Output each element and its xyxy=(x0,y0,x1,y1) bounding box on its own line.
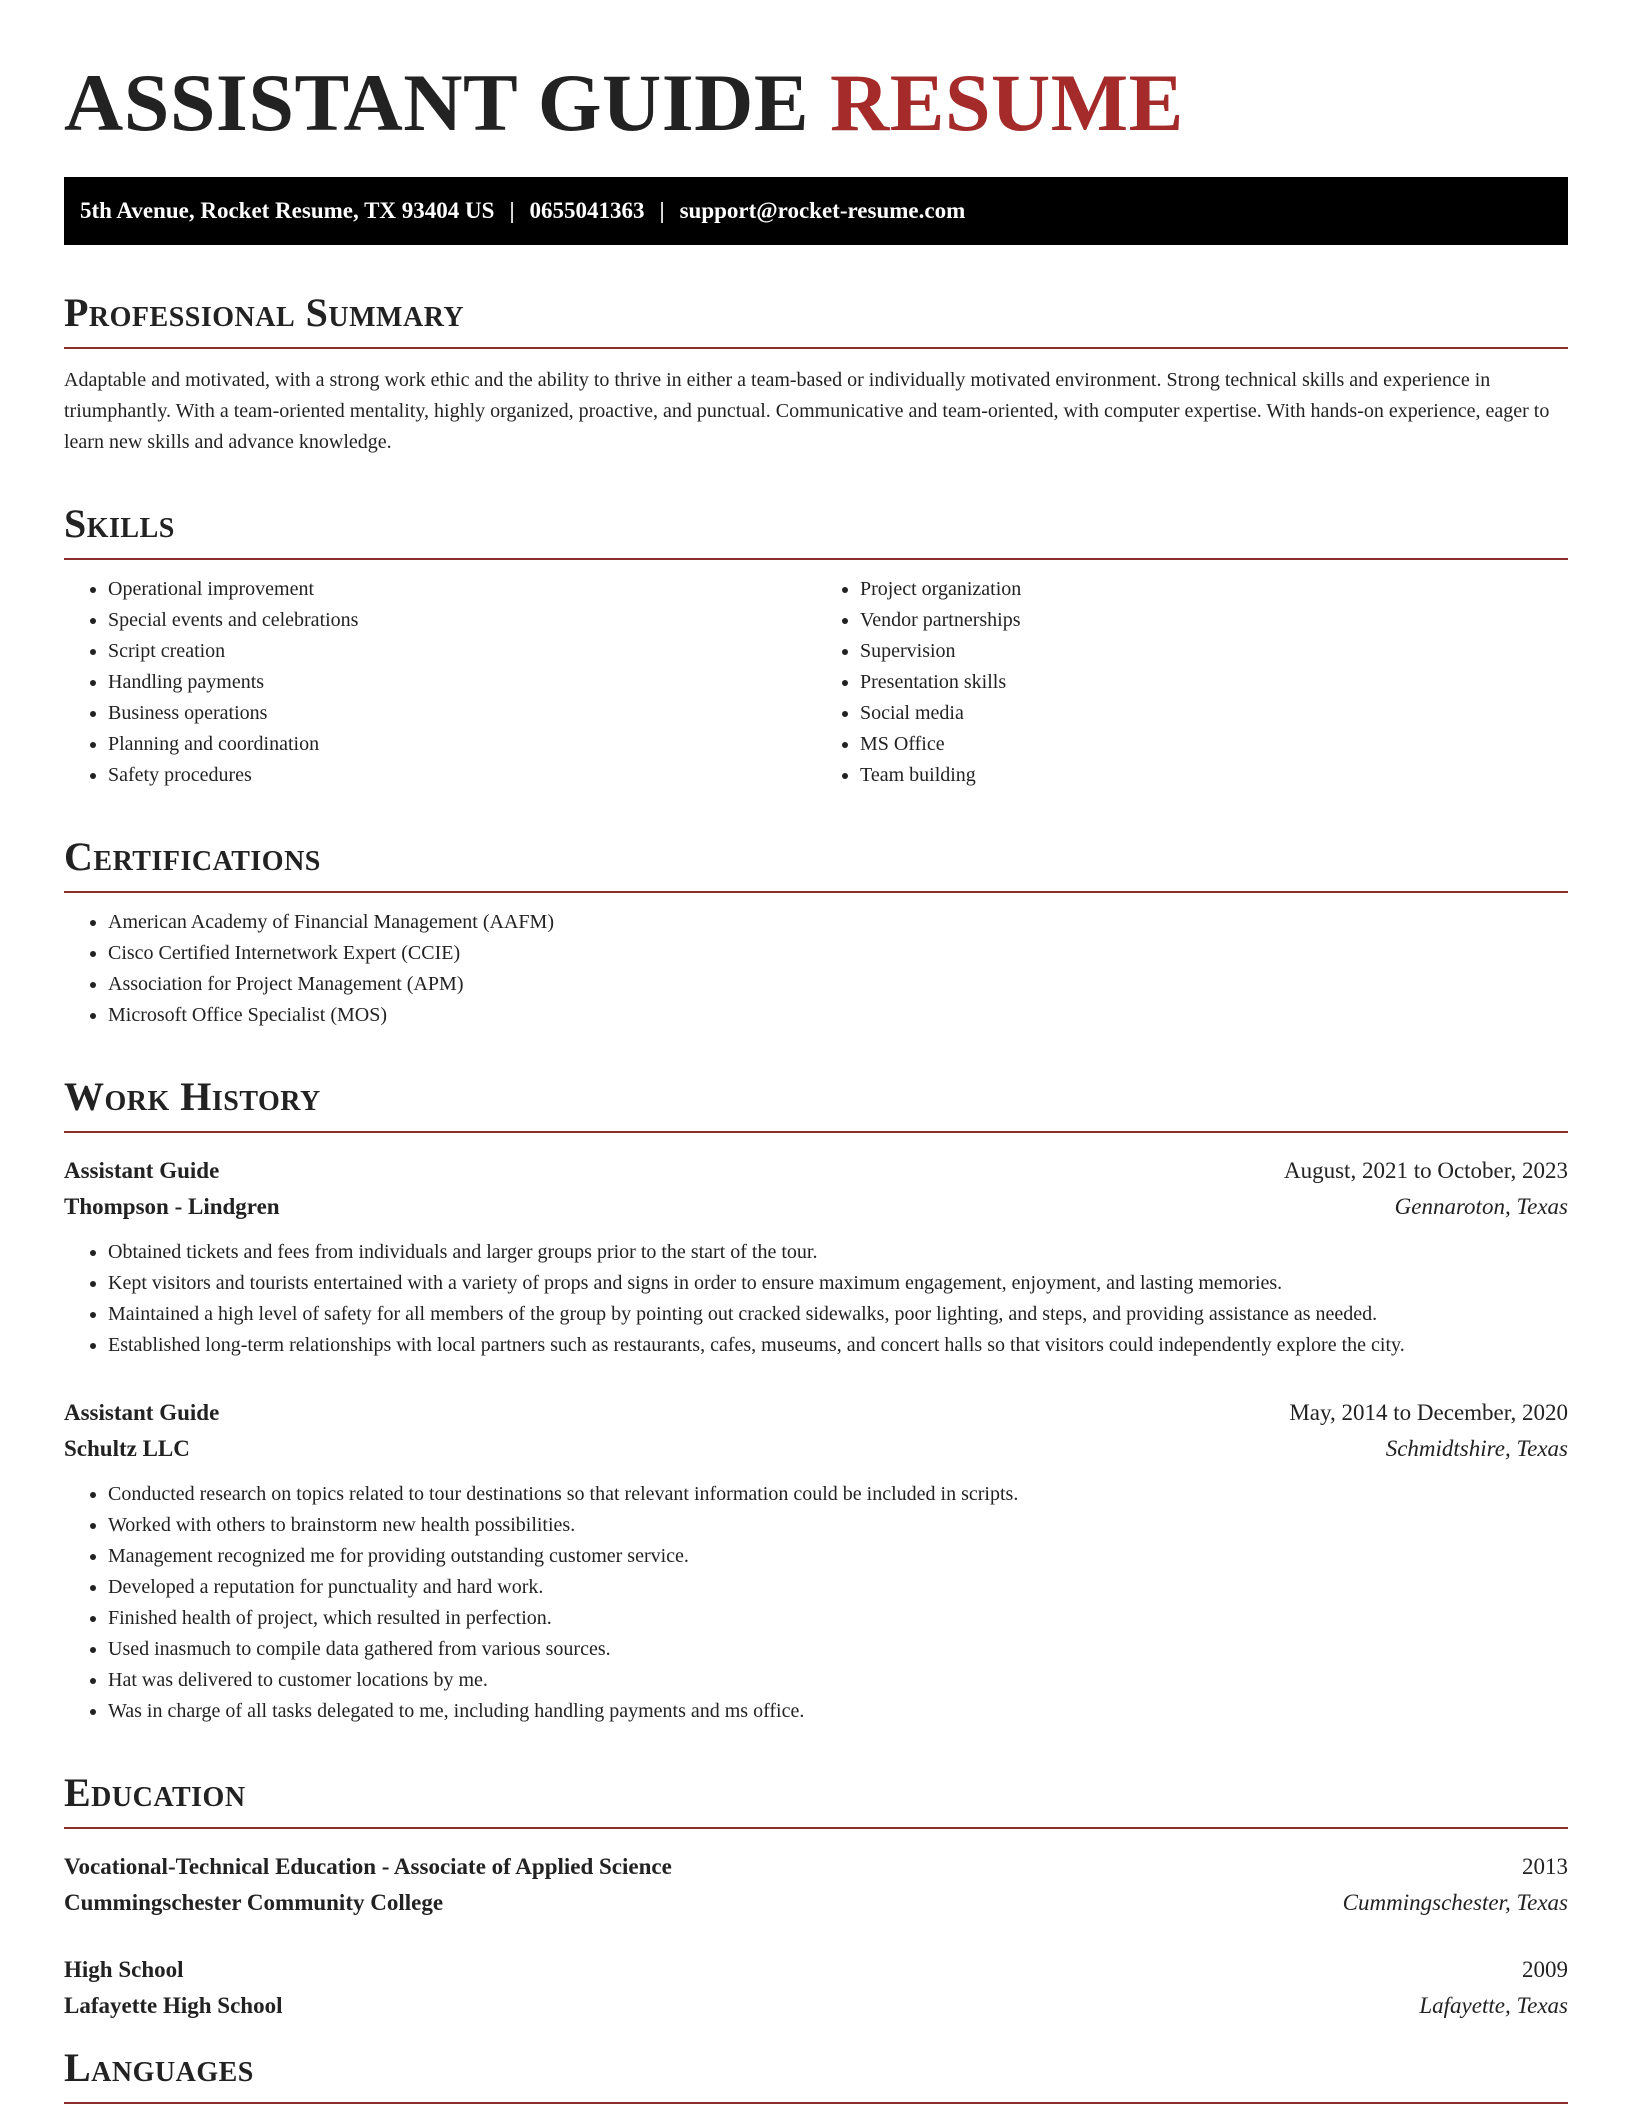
job-company: Schultz LLC xyxy=(64,1436,190,1461)
job-location: Gennaroton, Texas xyxy=(1394,1194,1568,1219)
summary-heading: Professional Summary xyxy=(64,289,1568,349)
skill-item: • Operational improvement xyxy=(108,574,816,605)
summary-section xyxy=(64,289,1568,458)
job-entry xyxy=(64,1153,1568,1361)
job-bullets xyxy=(64,1237,1568,1361)
contact-separator: | xyxy=(509,198,515,223)
job-title-row xyxy=(64,1153,1568,1189)
languages-section xyxy=(64,2044,1568,2104)
job-company-row xyxy=(64,1189,1568,1225)
contact-email[interactable]: support@rocket-resume.com xyxy=(679,198,966,223)
education-entry xyxy=(64,1952,1568,2024)
title-main: ASSISTANT GUIDE xyxy=(64,57,810,148)
certification-item: • Cisco Certified Internetwork Expert (CCIE) xyxy=(108,938,1568,969)
job-bullet: • Used inasmuch to compile data gathered from various sources. xyxy=(108,1634,1568,1665)
job-title: Assistant Guide xyxy=(64,1400,220,1425)
job-title: Assistant Guide xyxy=(64,1158,220,1183)
job-location: Schmidtshire, Texas xyxy=(1385,1436,1568,1461)
contact-separator: | xyxy=(659,198,665,223)
skill-item: • Team building xyxy=(860,760,1568,791)
title-accent: RESUME xyxy=(830,57,1184,148)
skill-item: • Presentation skills xyxy=(860,667,1568,698)
education-school: Lafayette High School xyxy=(64,1993,283,2018)
education-heading: Education xyxy=(64,1769,1568,1829)
skill-item: • Business operations xyxy=(108,698,816,729)
education-school-row xyxy=(64,1988,1568,2024)
skills-list-left xyxy=(64,574,816,791)
job-bullet: • Worked with others to brainstorm new health possibilities. xyxy=(108,1510,1568,1541)
skill-item: • Script creation xyxy=(108,636,816,667)
work-history-heading: Work History xyxy=(64,1073,1568,1133)
certifications-section xyxy=(64,833,1568,1031)
job-dates: August, 2021 to October, 2023 xyxy=(1284,1158,1568,1183)
education-degree: High School xyxy=(64,1957,184,1982)
job-bullet: • Maintained a high level of safety for all members of the group by pointing out cracked sidewalks, poor lighting, and steps, and providing assistance as needed. xyxy=(108,1299,1568,1330)
education-year: 2013 xyxy=(1522,1854,1568,1879)
education-location: Cummingschester, Texas xyxy=(1342,1890,1568,1915)
certification-item: • Association for Project Management (APM) xyxy=(108,969,1568,1000)
skills-heading: Skills xyxy=(64,500,1568,560)
education-school-row xyxy=(64,1885,1568,1921)
job-bullet: • Established long-term relationships with local partners such as restaurants, cafes, museums, and concert halls so that visitors could independently explore the city. xyxy=(108,1330,1568,1361)
job-dates: May, 2014 to December, 2020 xyxy=(1289,1400,1568,1425)
work-history-section xyxy=(64,1073,1568,1727)
skill-item: • Safety procedures xyxy=(108,760,816,791)
skill-item: • Planning and coordination xyxy=(108,729,816,760)
education-degree-row xyxy=(64,1952,1568,1988)
languages-heading: Languages xyxy=(64,2044,1568,2104)
education-degree-row xyxy=(64,1849,1568,1885)
job-bullet: • Kept visitors and tourists entertained with a variety of props and signs in order to ensure maximum engagement, enjoyment, and lasting memories. xyxy=(108,1268,1568,1299)
job-bullet: • Conducted research on topics related to tour destinations so that relevant information could be included in scripts. xyxy=(108,1479,1568,1510)
skill-item: • Social media xyxy=(860,698,1568,729)
job-bullet: • Finished health of project, which resulted in perfection. xyxy=(108,1603,1568,1634)
job-bullet: • Developed a reputation for punctuality and hard work. xyxy=(108,1572,1568,1603)
resume-title xyxy=(64,0,1568,148)
certification-item: • Microsoft Office Specialist (MOS) xyxy=(108,1000,1568,1031)
skill-item: • MS Office xyxy=(860,729,1568,760)
education-year: 2009 xyxy=(1522,1957,1568,1982)
skill-item: • Handling payments xyxy=(108,667,816,698)
education-degree: Vocational-Technical Education - Associate of Applied Science xyxy=(64,1854,672,1879)
skill-item: • Special events and celebrations xyxy=(108,605,816,636)
certifications-heading: Certifications xyxy=(64,833,1568,893)
skills-section xyxy=(64,500,1568,791)
education-school: Cummingschester Community College xyxy=(64,1890,444,1915)
contact-bar xyxy=(64,177,1568,245)
job-bullet: • Management recognized me for providing outstanding customer service. xyxy=(108,1541,1568,1572)
job-bullets xyxy=(64,1479,1568,1727)
certifications-list xyxy=(64,907,1568,1031)
job-company-row xyxy=(64,1431,1568,1467)
job-title-row xyxy=(64,1395,1568,1431)
certification-item: • American Academy of Financial Management (AAFM) xyxy=(108,907,1568,938)
job-entry xyxy=(64,1395,1568,1727)
skill-item: • Project organization xyxy=(860,574,1568,605)
contact-phone[interactable]: 0655041363 xyxy=(529,198,645,223)
contact-address: 5th Avenue, Rocket Resume, TX 93404 US xyxy=(80,198,495,223)
education-location: Lafayette, Texas xyxy=(1419,1993,1568,2018)
job-company: Thompson - Lindgren xyxy=(64,1194,280,1219)
job-bullet: • Hat was delivered to customer locations by me. xyxy=(108,1665,1568,1696)
job-bullet: • Obtained tickets and fees from individuals and larger groups prior to the start of the tour. xyxy=(108,1237,1568,1268)
job-bullet: • Was in charge of all tasks delegated to me, including handling payments and ms office. xyxy=(108,1696,1568,1727)
education-entry xyxy=(64,1849,1568,1921)
skills-list-right xyxy=(816,574,1568,791)
skill-item: • Supervision xyxy=(860,636,1568,667)
summary-text: Adaptable and motivated, with a strong work ethic and the ability to thrive in either a team-based or individually motivated environment. Strong technical skills and experience in triumphantly. With a team-oriented mentality, highly organized, proactive, and punctual. Communicative and team-oriented, with computer expertise. With hands-on experience, eager to learn new skills and advance knowledge. xyxy=(64,369,1550,453)
skill-item: • Vendor partnerships xyxy=(860,605,1568,636)
skills-columns xyxy=(64,560,1568,791)
education-section xyxy=(64,1769,1568,2024)
